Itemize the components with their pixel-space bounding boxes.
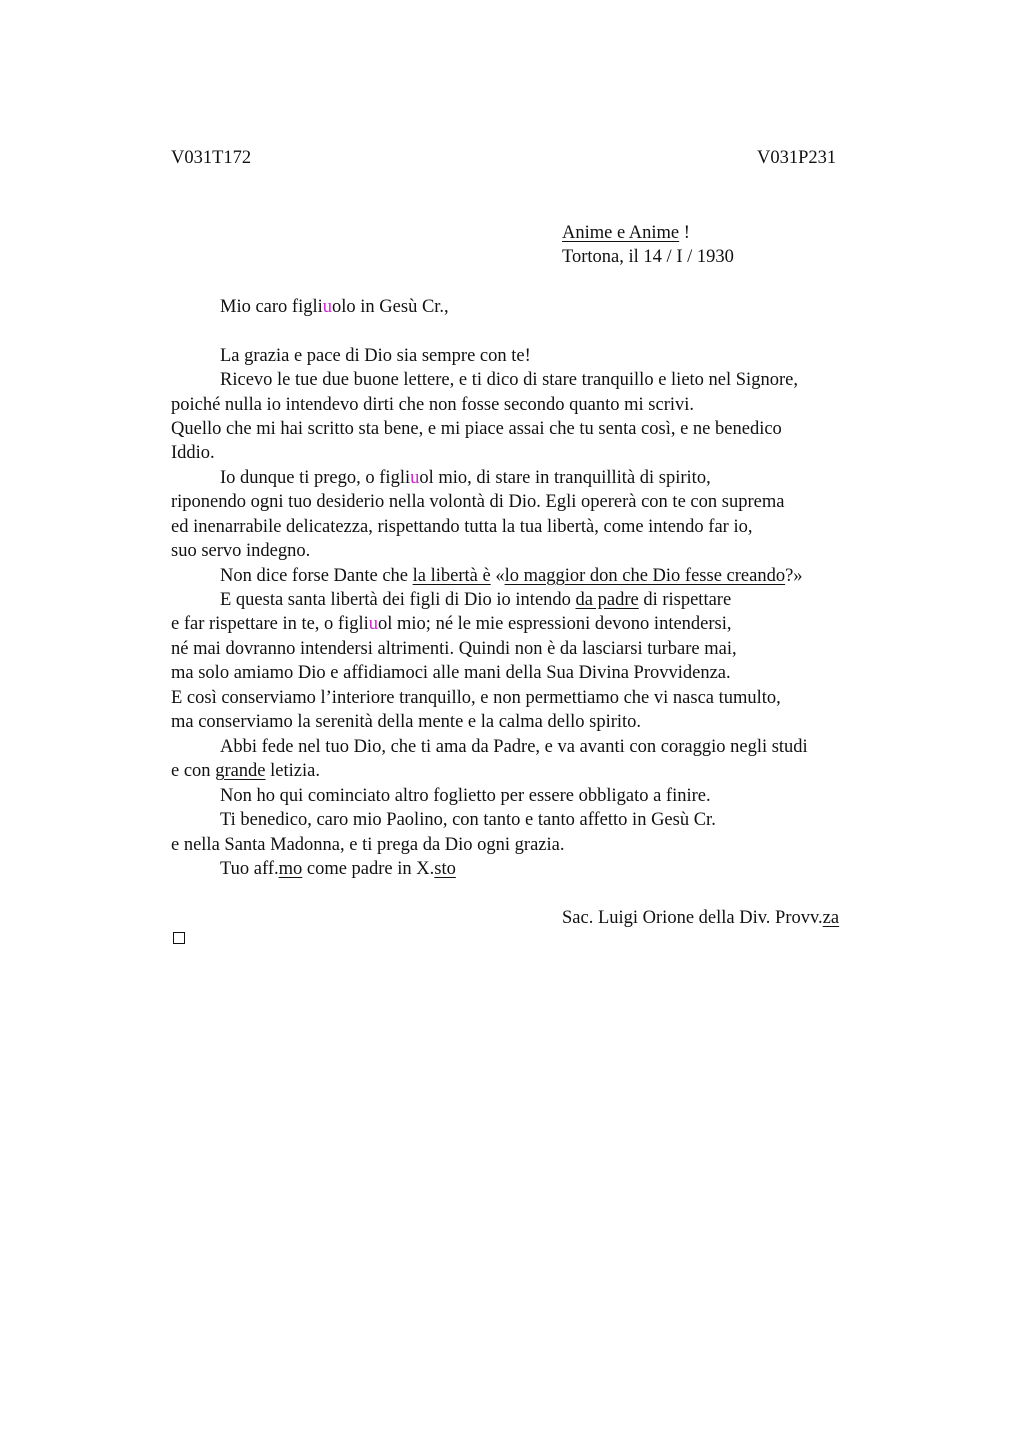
body-line: Non ho qui cominciato altro foglietto per essere obbligato a finire.: [220, 786, 711, 806]
place-date: Tortona, il 14 / I / 1930: [562, 247, 734, 267]
body-line: Quello che mi hai scritto sta bene, e mi piace assai che tu senta così, e ne benedico: [171, 419, 782, 439]
closing-line: Tuo aff.mo come padre in X.sto: [220, 859, 456, 879]
archive-code-right: V031P231: [757, 148, 837, 168]
correction-mark: u: [410, 468, 420, 488]
body-line: E così conserviamo l’interiore tranquillo, e non permettiamo che vi nasca tumulto,: [171, 688, 781, 708]
body-line: E questa santa libertà dei figli di Dio io intendo da padre di rispettare: [220, 590, 732, 610]
body-line: ma conserviamo la serenità della mente e la calma dello spirito.: [171, 712, 642, 732]
motto-text: Anime e Anime: [562, 223, 680, 243]
body-line: Ricevo le tue due buone lettere, e ti dico di stare tranquillo e lieto nel Signore,: [220, 370, 798, 390]
body-line: Abbi fede nel tuo Dio, che ti ama da Padre, e va avanti con coraggio negli studi: [220, 737, 808, 757]
dante-quote-line: Non dice forse Dante che la libertà è «lo maggior don che Dio fesse creando?»: [220, 566, 803, 586]
body-line: ma solo amiamo Dio e affidiamoci alle mani della Sua Divina Provvidenza.: [171, 663, 731, 683]
signature: Sac. Luigi Orione della Div. Provv.za: [562, 908, 840, 928]
body-line: poiché nulla io intendevo dirti che non fosse secondo quanto mi scrivi.: [171, 395, 695, 415]
salutation: Mio caro figliuolo in Gesù Cr.,: [220, 297, 449, 317]
correction-mark: u: [368, 614, 379, 634]
greeting-line: La grazia e pace di Dio sia sempre con te!: [220, 346, 531, 366]
motto-mark: !: [683, 223, 690, 243]
archive-code-left: V031T172: [171, 148, 252, 168]
body-line: Io dunque ti prego, o figliuol mio, di stare in tranquillità di spirito,: [220, 468, 711, 488]
body-line: ed inenarrabile delicatezza, rispettando tutta la tua libertà, come intendo far io,: [171, 517, 753, 537]
body-line: suo servo indegno.: [171, 541, 311, 561]
body-line: Ti benedico, caro mio Paolino, con tanto e tanto affetto in Gesù Cr.: [220, 810, 716, 830]
body-line: Iddio.: [171, 443, 215, 463]
checkbox-square-icon: [173, 932, 185, 944]
body-line: e nella Santa Madonna, e ti prega da Dio ogni grazia.: [171, 835, 565, 855]
correction-mark: u: [322, 297, 333, 317]
motto: [562, 221, 690, 245]
body-line: e con grande letizia.: [171, 761, 320, 781]
body-line: e far rispettare in te, o figliuol mio; né le mie espressioni devono intendersi,: [171, 614, 732, 634]
body-line: né mai dovranno intendersi altrimenti. Quindi non è da lasciarsi turbare mai,: [171, 639, 737, 659]
body-line: riponendo ogni tuo desiderio nella volontà di Dio. Egli opererà con te con suprema: [171, 492, 785, 512]
